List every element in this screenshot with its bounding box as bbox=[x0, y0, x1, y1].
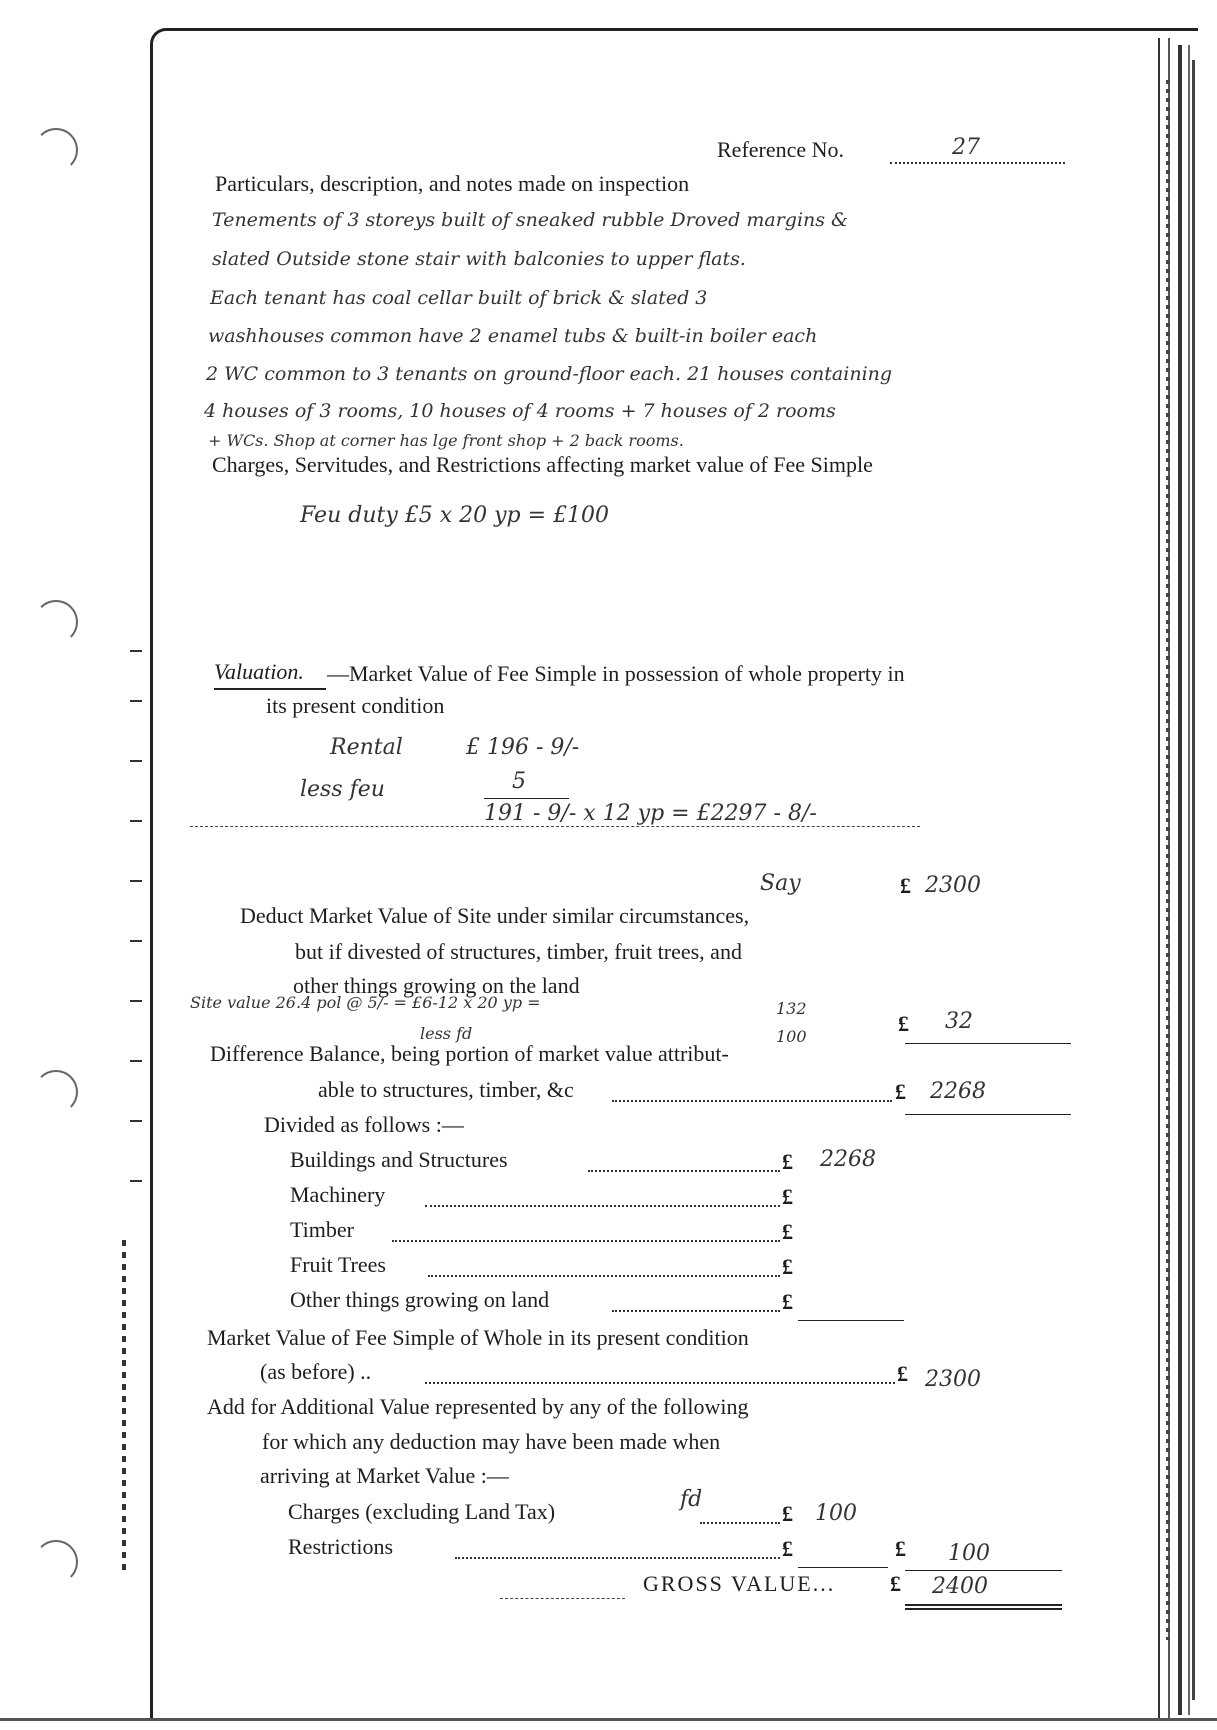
site-fraction-top: 132 bbox=[776, 999, 807, 1018]
punch-hole-upper-middle bbox=[34, 600, 78, 644]
reference-dotted-line bbox=[890, 162, 1065, 164]
page-edge-right-far bbox=[1192, 60, 1199, 1700]
restrictions-label: Restrictions bbox=[288, 1534, 394, 1559]
difference-rule bbox=[905, 1114, 1071, 1115]
division-value-buildings: 2268 bbox=[820, 1147, 876, 1172]
gross-currency: £ bbox=[890, 1571, 901, 1596]
dashed-separator bbox=[190, 826, 920, 827]
division-label-buildings: Buildings and Structures bbox=[290, 1147, 508, 1172]
say-label: Say bbox=[760, 871, 801, 896]
calculation-line: 191 - 9/- x 12 yp = £2297 - 8/- bbox=[484, 801, 817, 826]
deduct-text: other things growing on the land bbox=[293, 973, 580, 998]
site-value-currency: £ bbox=[898, 1011, 909, 1036]
gross-value: 2400 bbox=[932, 1574, 988, 1599]
add-text: for which any deduction may have been made when bbox=[262, 1429, 721, 1454]
rental-label: Rental bbox=[330, 735, 403, 760]
particulars-note-line: 4 houses of 3 rooms, 10 houses of 4 rooms + 7 houses of 2 rooms bbox=[204, 400, 836, 422]
margin-tick bbox=[130, 1180, 142, 1182]
gross-dashes bbox=[500, 1598, 625, 1599]
particulars-heading: Particulars, description, and notes made on inspection bbox=[215, 171, 690, 196]
charges-note: Feu duty £5 x 20 yp = £100 bbox=[300, 503, 610, 528]
restrictions-total-currency: £ bbox=[895, 1536, 906, 1561]
margin-tick bbox=[130, 760, 142, 762]
whole-dotted-leader bbox=[425, 1382, 895, 1384]
charges-heading: Charges, Servitudes, and Restrictions affecting market value of Fee Simple bbox=[212, 452, 873, 477]
charges-dotted-leader bbox=[700, 1522, 780, 1524]
valuation-label: Valuation. bbox=[214, 659, 304, 684]
deduct-text: but if divested of structures, timber, fruit trees, and bbox=[295, 939, 742, 964]
charges-row-value: 100 bbox=[815, 1501, 857, 1526]
page-edge-right-outer bbox=[1178, 45, 1190, 1715]
punch-hole-top bbox=[34, 128, 78, 172]
charges-row-note: fd bbox=[680, 1487, 703, 1512]
gross-rule-2 bbox=[905, 1608, 1062, 1610]
particulars-note-line: + WCs. Shop at corner has lge front shop + 2 back rooms. bbox=[208, 431, 684, 450]
binding-marks-left bbox=[122, 1240, 126, 1570]
division-label-fruit-trees: Fruit Trees bbox=[290, 1252, 386, 1277]
whole-text: Market Value of Fee Simple of Whole in its present condition bbox=[207, 1325, 749, 1350]
add-text: arriving at Market Value :— bbox=[260, 1463, 509, 1488]
page-bottom-edge bbox=[0, 1718, 1217, 1721]
add-text: Add for Additional Value represented by any of the following bbox=[207, 1394, 749, 1419]
reference-label: Reference No. bbox=[717, 137, 845, 162]
division-currency: £ bbox=[782, 1184, 793, 1209]
whole-value: 2300 bbox=[925, 1367, 981, 1392]
restrictions-dotted-leader bbox=[455, 1557, 780, 1559]
margin-tick bbox=[130, 1120, 142, 1122]
particulars-note-line: 2 WC common to 3 tenants on ground-floor each. 21 houses containing bbox=[206, 363, 893, 385]
division-label-timber: Timber bbox=[290, 1217, 354, 1242]
valuation-text: —Market Value of Fee Simple in possession of whole property in bbox=[327, 661, 905, 686]
difference-value: 2268 bbox=[930, 1079, 986, 1104]
subtraction-rule bbox=[484, 798, 569, 799]
restrictions-total-rule bbox=[905, 1570, 1062, 1571]
restrictions-total-value: 100 bbox=[948, 1541, 990, 1566]
restrictions-rule bbox=[798, 1567, 888, 1568]
difference-dotted-leader bbox=[612, 1100, 892, 1102]
less-feu-label: less feu bbox=[300, 777, 385, 802]
market-value-currency: £ bbox=[900, 873, 911, 898]
divided-label: Divided as follows :— bbox=[264, 1112, 464, 1137]
whole-currency: £ bbox=[897, 1361, 908, 1386]
charges-row-currency: £ bbox=[782, 1501, 793, 1526]
division-dotted-leader bbox=[588, 1170, 780, 1172]
division-currency: £ bbox=[782, 1149, 793, 1174]
margin-tick bbox=[130, 880, 142, 882]
division-dotted-leader bbox=[392, 1240, 780, 1242]
market-value: 2300 bbox=[925, 873, 981, 898]
division-currency: £ bbox=[782, 1254, 793, 1279]
less-feu-value: 5 bbox=[512, 769, 526, 794]
division-currency: £ bbox=[782, 1289, 793, 1314]
division-dotted-leader bbox=[425, 1205, 780, 1207]
margin-tick bbox=[130, 1060, 142, 1062]
valuation-text: its present condition bbox=[266, 693, 445, 718]
deduct-text: Deduct Market Value of Site under similar circumstances, bbox=[240, 903, 750, 928]
site-value-rule bbox=[905, 1043, 1071, 1044]
binding-marks-right bbox=[1166, 80, 1170, 1640]
difference-text: able to structures, timber, &c bbox=[318, 1077, 574, 1102]
particulars-note-line: slated Outside stone stair with balconies to upper flats. bbox=[212, 248, 746, 270]
charges-row-label: Charges (excluding Land Tax) bbox=[288, 1499, 556, 1524]
divisions-total-rule bbox=[798, 1320, 904, 1321]
difference-text: Difference Balance, being portion of market value attribut- bbox=[210, 1041, 729, 1066]
reference-number: 27 bbox=[952, 135, 980, 160]
margin-tick bbox=[130, 1000, 142, 1002]
gross-label: GROSS VALUE... bbox=[643, 1571, 836, 1596]
rental-value: £ 196 - 9/- bbox=[466, 735, 580, 760]
margin-tick bbox=[130, 940, 142, 942]
whole-text: (as before) .. bbox=[260, 1359, 372, 1384]
division-dotted-leader bbox=[428, 1275, 780, 1277]
valuation-underline bbox=[214, 688, 326, 690]
difference-currency: £ bbox=[895, 1079, 906, 1104]
division-label-other: Other things growing on land bbox=[290, 1287, 550, 1312]
division-label-machinery: Machinery bbox=[290, 1182, 386, 1207]
site-value: 32 bbox=[945, 1009, 973, 1034]
gross-rule-1 bbox=[905, 1604, 1062, 1606]
less-fd-note: less fd bbox=[420, 1024, 473, 1043]
site-fraction-bottom: 100 bbox=[776, 1027, 807, 1046]
particulars-note-line: Each tenant has coal cellar built of brick & slated 3 bbox=[210, 287, 708, 309]
particulars-note-line: Tenements of 3 storeys built of sneaked rubble Droved margins & bbox=[212, 209, 848, 231]
margin-tick bbox=[130, 700, 142, 702]
division-dotted-leader bbox=[612, 1310, 780, 1312]
margin-tick bbox=[130, 820, 142, 822]
division-currency: £ bbox=[782, 1219, 793, 1244]
margin-tick bbox=[130, 650, 142, 652]
particulars-note-line: washhouses common have 2 enamel tubs & built-in boiler each bbox=[208, 325, 818, 347]
restrictions-currency: £ bbox=[782, 1536, 793, 1561]
punch-hole-lower-middle bbox=[34, 1070, 78, 1114]
punch-hole-bottom bbox=[34, 1540, 78, 1584]
site-value-note: Site value 26.4 pol @ 5/- = £6-12 x 20 yp = bbox=[190, 993, 541, 1012]
